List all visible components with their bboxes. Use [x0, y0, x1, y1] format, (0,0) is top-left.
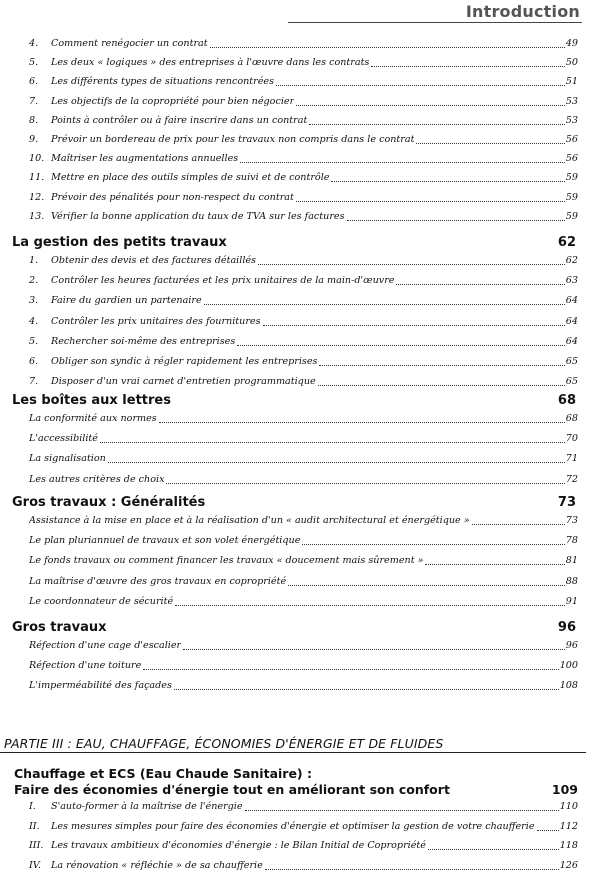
toc-entry: [29, 452, 578, 466]
dot-leader: [416, 143, 564, 144]
toc-entry: [29, 294, 578, 308]
toc-entry-page: 78: [565, 535, 578, 547]
toc-entry-text: Disposer d'un vrai carnet d'entretien programmatique: [51, 376, 316, 388]
toc-entry-text: La rénovation « réfléchie » de sa chaufferie: [51, 859, 263, 871]
toc-entry-page: 91: [565, 595, 578, 607]
dot-leader: [396, 284, 564, 285]
toc-entry-text: Les mesures simples pour faire des économies d'énergie et optimiser la gestion de votre chaufferie: [51, 820, 535, 832]
toc-entry-number: 2.: [29, 275, 39, 287]
section-page: 96: [557, 620, 576, 635]
dot-leader: [319, 365, 564, 366]
section-title: Les boîtes aux lettres: [12, 393, 171, 408]
dot-leader: [210, 47, 565, 48]
toc-entry-number: 12.: [29, 191, 45, 203]
dot-leader: [174, 689, 559, 690]
toc-entry-page: 65: [565, 376, 578, 388]
toc-entry-text: Contrôler les prix unitaires des fournitures: [51, 315, 261, 327]
dot-leader: [318, 385, 565, 386]
part-rule: [0, 752, 586, 753]
toc-entry: [29, 355, 578, 369]
toc-entry-number: 10.: [29, 153, 45, 165]
toc-entry-number: I.: [29, 801, 36, 812]
dot-leader: [276, 85, 565, 86]
toc-entry: [29, 859, 578, 873]
toc-entry-page: 59: [565, 172, 578, 184]
chauffage-heading-line2: [14, 782, 580, 797]
toc-entry-text: L'imperméabilité des façades: [29, 680, 172, 692]
toc-entry-page: 71: [565, 453, 578, 465]
dot-leader: [263, 325, 565, 326]
toc-entry-page: 81: [565, 555, 578, 567]
toc-entry-text: Maîtriser les augmentations annuelles: [51, 153, 239, 165]
toc-entry: [29, 191, 578, 205]
toc-entry: [29, 95, 578, 109]
toc-entry-text: Le coordonnateur de sécurité: [29, 595, 174, 607]
section-page: 73: [557, 495, 576, 510]
dot-leader: [472, 524, 565, 525]
dot-leader: [425, 564, 564, 565]
toc-entry: [29, 800, 578, 814]
toc-entry-text: S'auto-former à la maîtrise de l'énergie: [51, 801, 243, 812]
dot-leader: [245, 810, 559, 811]
section-heading: [12, 619, 578, 637]
toc-entry: [29, 37, 578, 51]
toc-entry: [29, 639, 578, 653]
toc-entry-text: L'accessibilité: [29, 433, 98, 445]
toc-entry-text: Les objectifs de la copropriété pour bien négocier: [51, 95, 295, 107]
toc-entry: [29, 254, 578, 268]
dot-leader: [309, 124, 564, 125]
part-title: PARTIE III : EAU, CHAUFFAGE, ÉCONOMIES D'ÉNERGIE ET DE FLUIDES: [4, 736, 444, 751]
toc-entry-number: 5.: [29, 57, 39, 69]
toc-entry-page: 118: [559, 840, 578, 851]
toc-entry-page: 53: [565, 114, 578, 126]
section-page: 68: [557, 393, 576, 408]
toc-entry: [29, 133, 578, 147]
toc-entry-page: 112: [559, 820, 578, 832]
dot-leader: [183, 649, 565, 650]
toc-entry-page: 64: [565, 315, 578, 327]
toc-entry-page: 73: [565, 515, 578, 526]
dot-leader: [371, 66, 564, 67]
dot-leader: [537, 830, 559, 831]
toc-entry-text: Rechercher soi-même des entreprises: [51, 335, 236, 347]
toc-entry: [29, 412, 578, 426]
toc-entry: [29, 659, 578, 673]
toc-entry-number: 1.: [29, 255, 39, 266]
toc-entry-text: Points à contrôler ou à faire inscrire dans un contrat: [51, 114, 308, 126]
toc-entry-number: 5.: [29, 335, 39, 347]
toc-entry-text: Prévoir des pénalités pour non-respect du contrat: [51, 191, 294, 203]
toc-entry-page: 56: [565, 134, 578, 145]
toc-entry-page: 64: [565, 335, 578, 347]
toc-entry-page: 72: [565, 473, 578, 485]
toc-entry: [29, 432, 578, 446]
toc-entry-number: 7.: [29, 376, 39, 388]
dot-leader: [143, 669, 558, 670]
toc-entry-page: 65: [565, 356, 578, 367]
header-rule: [288, 22, 582, 23]
toc-entry-page: 56: [565, 153, 578, 165]
toc-entry-page: 70: [565, 433, 578, 445]
dot-leader: [159, 422, 565, 423]
dot-leader: [288, 585, 565, 586]
chauffage-page: 109: [551, 782, 578, 797]
toc-entry-page: 108: [559, 680, 578, 692]
toc-entry-text: Assistance à la mise en place et à la réalisation d'un « audit architectural et énergétique »: [29, 515, 470, 526]
toc-entry-page: 126: [559, 859, 578, 871]
toc-entry-page: 51: [565, 76, 578, 88]
toc-entry: [29, 335, 578, 349]
dot-leader: [258, 264, 565, 265]
toc-entry: [29, 56, 578, 70]
toc-entry-number: 6.: [29, 356, 39, 367]
toc-entry: [29, 554, 578, 568]
toc-entry-text: Comment renégocier un contrat: [51, 38, 208, 49]
toc-entry-text: La maîtrise d'œuvre des gros travaux en copropriété: [29, 575, 287, 587]
toc-entry: [29, 315, 578, 329]
toc-entry-number: 13.: [29, 210, 45, 222]
toc-entry: [29, 152, 578, 166]
toc-entry-page: 100: [559, 660, 578, 672]
page-header: [0, 0, 596, 28]
header-title: Introduction: [465, 2, 580, 21]
toc-entry-number: IV.: [29, 859, 42, 871]
toc-entry-text: Mettre en place des outils simples de suivi et de contrôle: [51, 172, 330, 184]
toc-entry-number: 4.: [29, 38, 39, 49]
section-title: La gestion des petits travaux: [12, 235, 227, 250]
toc-entry-page: 59: [565, 210, 578, 222]
section-heading: [12, 494, 578, 512]
toc-entry-text: Réfection d'une toiture: [29, 660, 142, 672]
dot-leader: [331, 181, 564, 182]
toc-entry: [29, 820, 578, 834]
toc-entry-text: Le fonds travaux ou comment financer les travaux « doucement mais sûrement »: [29, 555, 424, 567]
toc-entry-text: Le plan pluriannuel de travaux et son volet énergétique: [29, 535, 301, 547]
toc-entry-number: 11.: [29, 172, 45, 184]
toc-entry-page: 88: [565, 575, 578, 587]
toc-entry: [29, 679, 578, 693]
dot-leader: [296, 105, 565, 106]
toc-entry-page: 68: [565, 413, 578, 424]
toc-entry-text: Les différents types de situations rencontrées: [51, 76, 274, 88]
toc-entry: [29, 210, 578, 224]
dot-leader: [108, 462, 565, 463]
dot-leader: [175, 605, 565, 606]
toc-entry-page: 63: [565, 275, 578, 287]
toc-entry-text: La signalisation: [29, 453, 106, 465]
chauffage-heading-line1: Chauffage et ECS (Eau Chaude Sanitaire) :: [14, 766, 312, 781]
dot-leader: [166, 483, 564, 484]
toc-entry-page: 49: [565, 38, 578, 49]
toc-entry-text: Obtenir des devis et des factures détaillés: [51, 255, 256, 266]
dot-leader: [302, 544, 564, 545]
toc-entry-number: III.: [29, 840, 44, 851]
dot-leader: [237, 345, 565, 346]
dot-leader: [296, 201, 565, 202]
toc-entry: [29, 274, 578, 288]
dot-leader: [428, 849, 559, 850]
section-title: Gros travaux: [12, 620, 107, 635]
part-heading: [0, 736, 596, 754]
toc-entry-number: II.: [29, 820, 40, 832]
toc-entry-text: Faire du gardien un partenaire: [51, 295, 202, 307]
toc-entry-page: 50: [565, 57, 578, 69]
dot-leader: [347, 220, 565, 221]
toc-entry-page: 59: [565, 191, 578, 203]
section-page: 62: [557, 235, 576, 250]
dot-leader: [204, 304, 565, 305]
toc-entry-text: Prévoir un bordereau de prix pour les travaux non compris dans le contrat: [51, 134, 415, 145]
toc-entry-text: Vérifier la bonne application du taux de TVA sur les factures: [51, 210, 345, 222]
section-heading: [12, 234, 578, 252]
toc-entry-text: Les deux « logiques » des entreprises à l'œuvre dans les contrats: [51, 57, 370, 69]
toc-entry-text: Réfection d'une cage d'escalier: [29, 640, 182, 651]
chauffage-title: Faire des économies d'énergie tout en améliorant son confort: [14, 782, 450, 797]
toc-entry: [29, 171, 578, 185]
toc-entry: [29, 473, 578, 487]
toc-entry: [29, 595, 578, 609]
section-heading: [12, 392, 578, 410]
toc-entry-number: 4.: [29, 315, 39, 327]
toc-entry-page: 53: [565, 95, 578, 107]
toc-entry-page: 110: [559, 801, 578, 812]
dot-leader: [265, 869, 559, 870]
toc-entry: [29, 114, 578, 128]
toc-entry: [29, 375, 578, 389]
toc-entry-text: Obliger son syndic à régler rapidement les entreprises: [51, 356, 318, 367]
toc-entry-page: 64: [565, 295, 578, 307]
toc-entry-text: Les travaux ambitieux d'économies d'énergie : le Bilan Initial de Copropriété: [51, 840, 426, 851]
toc-entry-page: 96: [565, 640, 578, 651]
toc-entry: [29, 575, 578, 589]
toc-entry-number: 7.: [29, 95, 39, 107]
toc-entry: [29, 75, 578, 89]
section-title: Gros travaux : Généralités: [12, 495, 206, 510]
toc-entry-text: Contrôler les heures facturées et les prix unitaires de la main-d'œuvre: [51, 275, 395, 287]
toc-entry-number: 6.: [29, 76, 39, 88]
dot-leader: [240, 162, 565, 163]
toc-entry: [29, 839, 578, 853]
toc-entry: [29, 534, 578, 548]
toc-entry-number: 3.: [29, 295, 39, 307]
toc-entry-text: La conformité aux normes: [29, 413, 157, 424]
toc-entry-number: 8.: [29, 114, 39, 126]
dot-leader: [100, 442, 565, 443]
toc-entry: [29, 514, 578, 528]
toc-entry-page: 62: [565, 255, 578, 266]
toc-entry-text: Les autres critères de choix: [29, 473, 165, 485]
toc-entry-number: 9.: [29, 134, 39, 145]
